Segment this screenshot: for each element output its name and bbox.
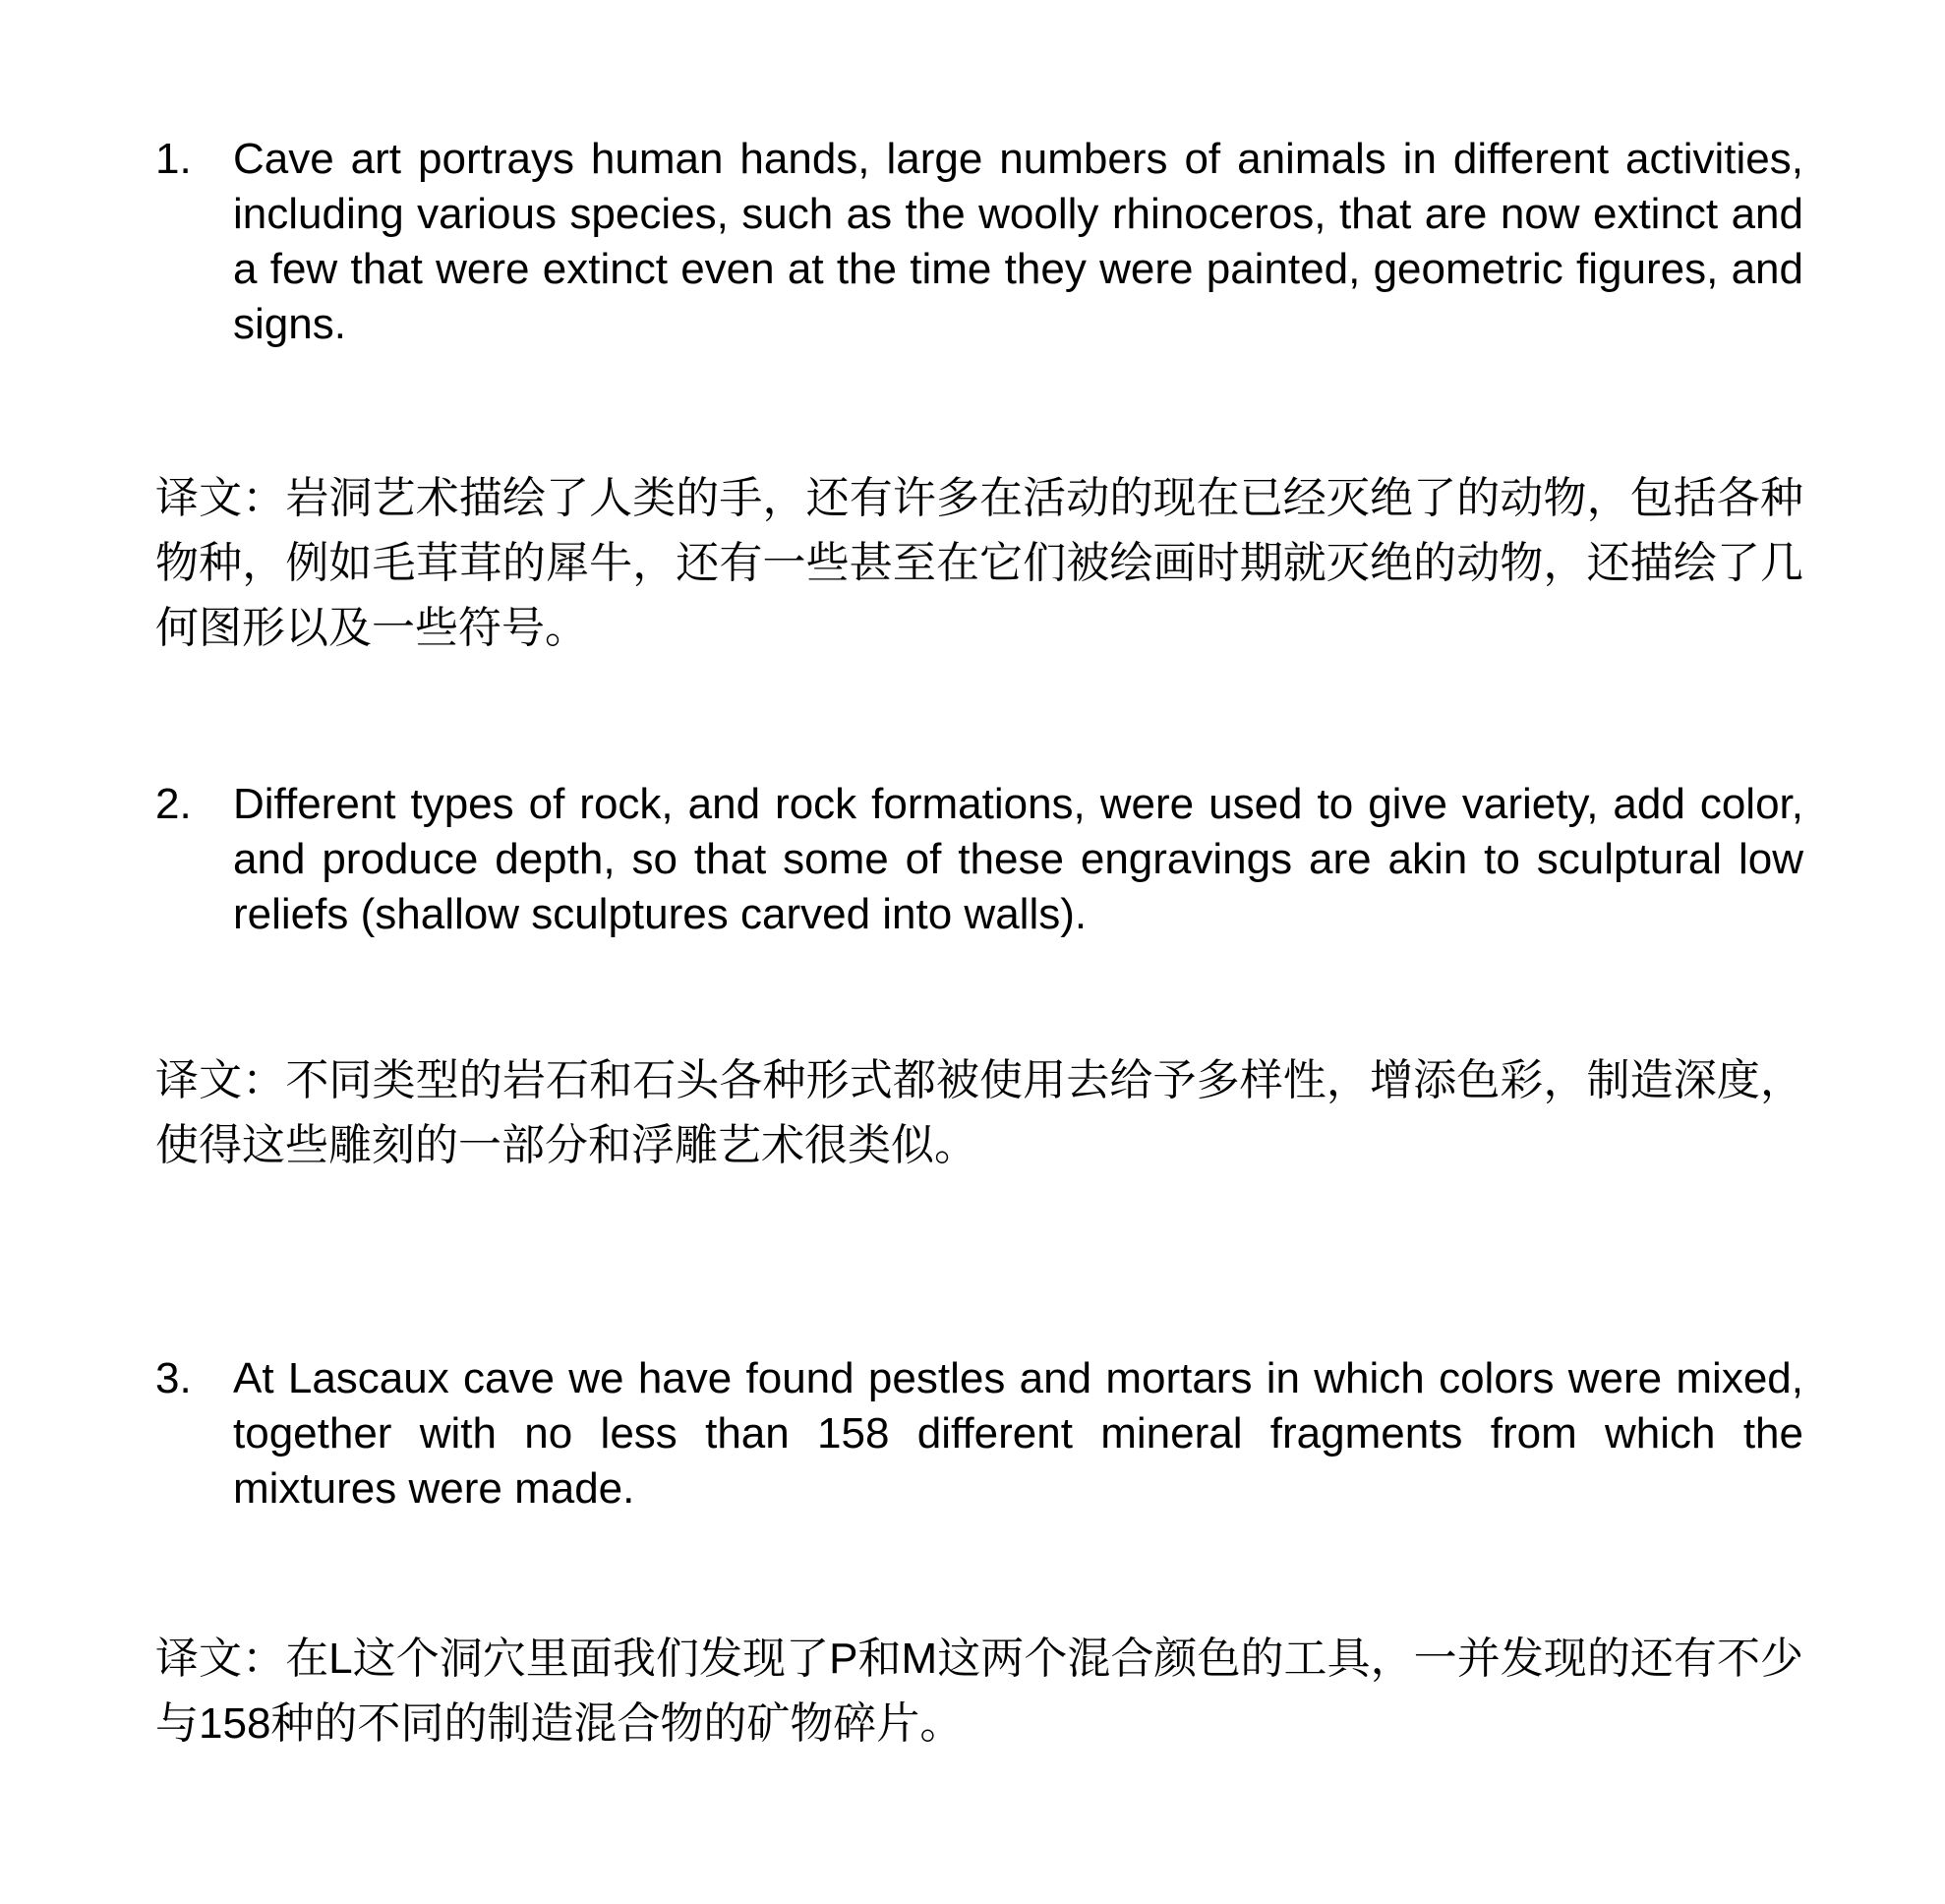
item-english-text: At Lascaux cave we have found pestles and mortars in which colors were mixed, together with no less than 158 different mineral fragments from which the mixtures were made. <box>233 1354 1803 1513</box>
item-translation: 译文：不同类型的岩石和石头各种形式都被使用去给予多样性，增添色彩，制造深度，使得这些雕刻的一部分和浮雕艺术很类似。 <box>155 1056 1803 1169</box>
list-item <box>155 1351 1803 1517</box>
item-translation: 译文：岩洞艺术描绘了人类的手，还有许多在活动的现在已经灭绝了的动物，包括各种物种，例如毛茸茸的犀牛，还有一些甚至在它们被绘画时期就灭绝的动物，还描绘了几何图形以及一些符号。 <box>155 474 1803 652</box>
item-number: 2. <box>155 780 192 828</box>
item-number: 1. <box>155 135 192 183</box>
list-item <box>155 132 1803 352</box>
item-translation: 译文：在L这个洞穴里面我们发现了P和M这两个混合颜色的工具，一并发现的还有不少与158种的不同的制造混合物的矿物碎片。 <box>155 1635 1803 1748</box>
item-english-text: Cave art portrays human hands, large numbers of animals in different activities, including various species, such as the woolly rhinoceros, that are now extinct and a few that were extinct even at the time they were painted, geometric figures, and signs. <box>233 135 1803 348</box>
item-english-text: Different types of rock, and rock formations, were used to give variety, add color, and produce depth, so that some of these engravings are akin to sculptural low reliefs (shallow sculptures carved into walls). <box>233 780 1803 938</box>
item-number: 3. <box>155 1354 192 1402</box>
list-item <box>155 777 1803 942</box>
